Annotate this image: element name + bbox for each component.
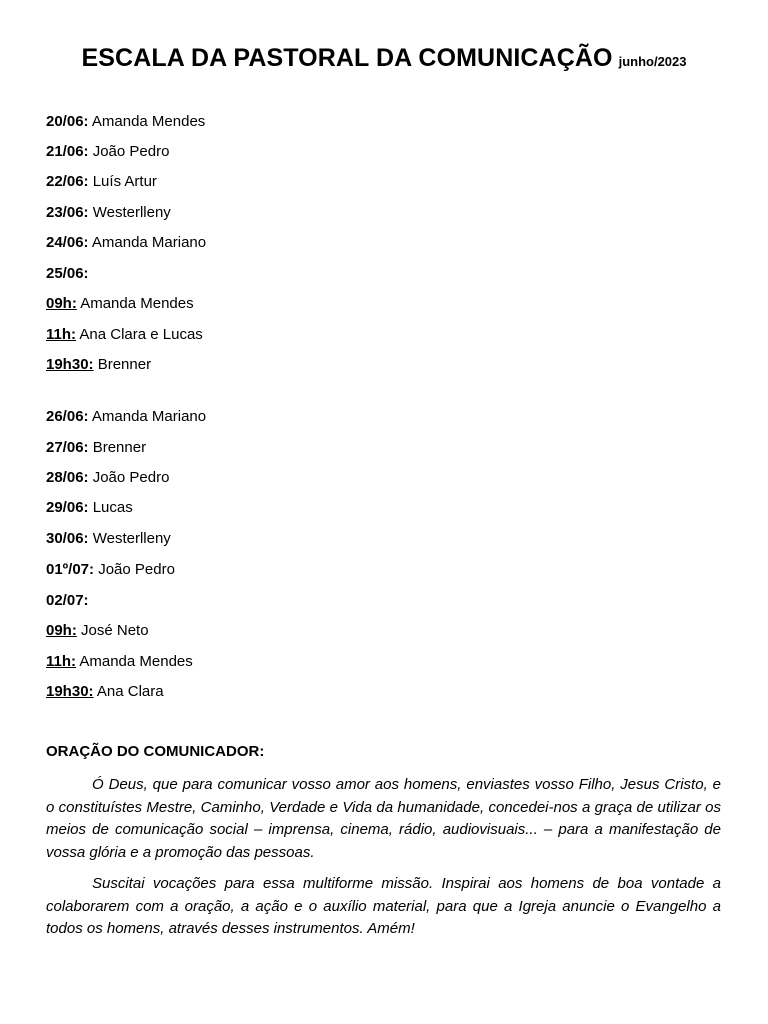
schedule-entry: 26/06: Amanda Mariano [46,408,207,425]
entry-date: 02/07 [46,592,84,609]
entry-name: Amanda Mendes [91,113,206,130]
entry-date: 23/06 [46,204,84,221]
entry-date: 22/06 [46,173,84,190]
entry-time: 19h30 [46,356,89,373]
schedule-entry: 02/07: [46,592,89,609]
entry-name: João Pedro [92,143,170,160]
entry-date: 21/06 [46,143,84,160]
entry-time: 09h [46,622,72,639]
entry-name: Ana Clara e Lucas [79,326,203,343]
entry-name: Luís Artur [92,173,157,190]
entry-name: Ana Clara [96,683,164,700]
entry-time: 11h [46,326,72,343]
schedule-time-entry: 19h30: Ana Clara [46,683,164,700]
prayer-paragraph-2: Suscitai vocações para essa multiforme missão. Inspirai aos homens de boa vontade a colaborarem com a oração, a ação e o auxílio material, para que a Igreja anuncie o Evangelho a todos os homens, através desses instrumentos. Amém! [46,875,721,937]
prayer-paragraph-1: Ó Deus, que para comunicar vosso amor aos homens, enviastes vosso Filho, Jesus Cristo, e o constituístes Mestre, Caminho, Verdade e Vida da humanidade, concedei-nos a graça de utilizar os meios de comunicação social – imprensa, cinema, rádio, audiovisuais... – para a manifestação de vossa glória e a promoção das pessoas. [46,776,721,861]
schedule-entry: 30/06: Westerlleny [46,530,171,547]
schedule-entry: 27/06: Brenner [46,439,147,456]
entry-name: Lucas [92,499,133,516]
entry-date: 26/06 [46,408,84,425]
entry-date: 29/06 [46,499,84,516]
title-main: ESCALA DA PASTORAL DA COMUNICAÇÃO [81,44,613,72]
schedule-entry: 29/06: Lucas [46,499,133,516]
entry-date: 28/06 [46,469,84,486]
entry-name: Brenner [92,439,147,456]
entry-name: José Neto [81,622,149,639]
entry-name: Westerlleny [92,530,171,547]
schedule-entry: 25/06: [46,265,89,282]
entry-name: João Pedro [98,561,175,578]
schedule-entry: 21/06: João Pedro [46,143,170,160]
schedule-entry: 22/06: Luís Artur [46,173,157,190]
schedule-entry: 28/06: João Pedro [46,469,170,486]
entry-date: 25/06 [46,265,84,282]
schedule-entry: 01º/07: João Pedro [46,561,175,578]
entry-time: 11h [46,653,72,670]
entry-name: Brenner [97,356,152,373]
entry-name: Amanda Mendes [80,295,194,312]
entry-time: 09h [46,295,72,312]
entry-date: 24/06 [46,234,84,251]
entry-date: 27/06 [46,439,84,456]
prayer-title: ORAÇÃO DO COMUNICADOR: [46,743,265,760]
page-title [0,44,768,73]
entry-date: 30/06 [46,530,84,547]
schedule-time-entry: 09h: Amanda Mendes [46,295,194,312]
schedule-time-entry: 11h: Amanda Mendes [46,653,193,670]
entry-name: Amanda Mendes [79,653,193,670]
entry-name: Amanda Mariano [91,234,207,251]
schedule-time-entry: 09h: José Neto [46,622,149,639]
entry-date: 01º/07 [46,561,90,578]
schedule-entry: 24/06: Amanda Mariano [46,234,207,251]
schedule-entry: 23/06: Westerlleny [46,204,171,221]
entry-name: João Pedro [92,469,170,486]
entry-date: 20/06 [46,113,84,130]
title-month: junho/2023 [618,54,687,69]
entry-name: Amanda Mariano [91,408,207,425]
entry-time: 19h30 [46,683,89,700]
schedule-time-entry: 19h30: Brenner [46,356,152,373]
entry-name: Westerlleny [92,204,171,221]
schedule-time-entry: 11h: Ana Clara e Lucas [46,326,203,343]
schedule-entry: 20/06: Amanda Mendes [46,113,206,130]
